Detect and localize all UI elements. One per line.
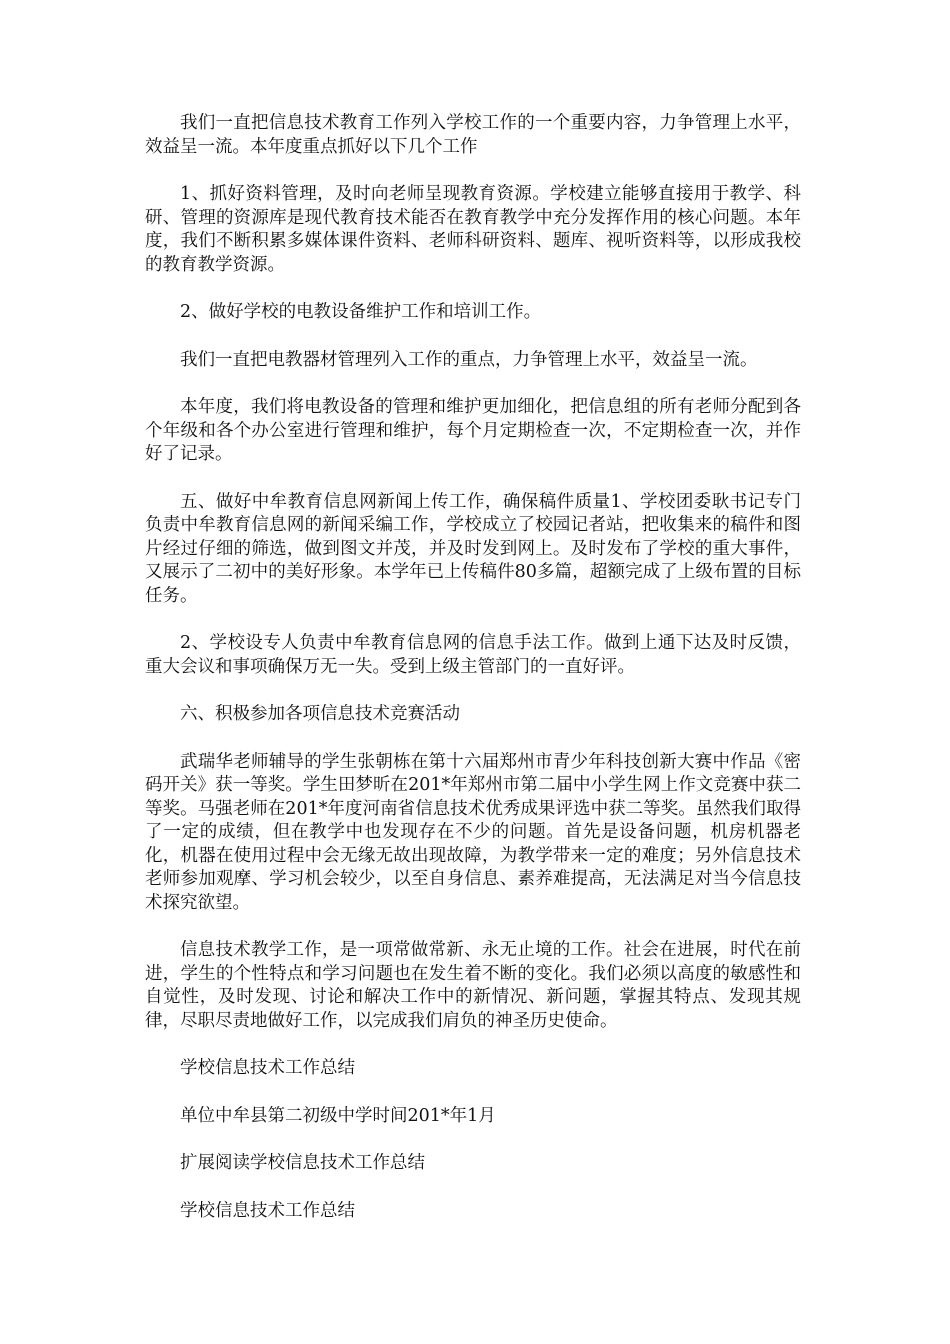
paragraph-resource-management: 1、抓好资料管理，及时向老师呈现教育资源。学校建立能够直接用于教学、科研、管理的资源库是现代教育技术能否在教育教学中充分发挥作用的核心问题。本年度，我们不断积累多媒体课件资料、老师科研资料、题库、视听资料等，以形成我校的教育教学资源。 <box>145 184 801 275</box>
paragraph-dedicated-staff: 2、学校设专人负责中牟教育信息网的信息手法工作。做到上通下达及时反馈，重大会议和事项确保万无一失。受到上级主管部门的一直好评。 <box>145 633 801 677</box>
paragraph-equipment-heading: 2、做好学校的电教设备维护工作和培训工作。 <box>180 302 542 322</box>
document-body <box>145 112 801 1247</box>
document-title: 学校信息技术工作总结 <box>180 1058 355 1078</box>
paragraph-equipment-priority: 我们一直把电教器材管理列入工作的重点，力争管理上水平，效益呈一流。 <box>180 349 758 370</box>
unit-and-date: 单位中牟县第二初级中学时间201*年1月 <box>180 1105 496 1126</box>
extended-reading-label: 扩展阅读学校信息技术工作总结 <box>180 1153 425 1173</box>
paragraph-equipment-maintenance: 本年度，我们将电教设备的管理和维护更加细化，把信息组的所有老师分配到各个年级和各个办公室进行管理和维护，每个月定期检查一次，不定期检查一次，并作好了记录。 <box>145 397 801 464</box>
paragraph-news-upload: 五、做好中牟教育信息网新闻上传工作，确保稿件质量1、学校团委耿书记专门负责中牟教育信息网的新闻采编工作，学校成立了校园记者站，把收集来的稿件和图片经过仔细的筛选，做到图文并茂，并及时发到网上。及时发布了学校的重大事件，又展示了二初中的美好形象。本学年已上传稿件80多篇，超额完成了上级布置的目标任务。 <box>145 491 801 606</box>
paragraph-conclusion: 信息技术教学工作，是一项常做常新、永无止境的工作。社会在进展，时代在前进，学生的个性特点和学习问题也在发生着不断的变化。我们必须以高度的敏感性和自觉性，及时发现、讨论和解决工作中的新情况、新问题，掌握其特点、发现其规律，尽职尽责地做好工作，以完成我们肩负的神圣历史使命。 <box>145 940 801 1031</box>
paragraph-awards-and-problems: 武瑞华老师辅导的学生张朝栋在第十六届郑州市青少年科技创新大赛中作品《密码开关》获一等奖。学生田梦昕在201*年郑州市第二届中小学生网上作文竞赛中获二等奖。马强老师在201*年度河南省信息技术优秀成果评选中获二等奖。虽然我们取得了一定的成绩，但在教学中也发现存在不少的问题。首先是设备问题，机房机器老化，机器在使用过程中会无缘无故出现故障，为教学带来一定的难度；另外信息技术老师参加观摩、学习机会较少，以至自身信息、素养难提高，无法满足对当今信息技术探究欲望。 <box>145 751 801 913</box>
paragraph-competition-heading: 六、积极参加各项信息技术竞赛活动 <box>180 704 460 724</box>
paragraph-intro: 我们一直把信息技术教育工作列入学校工作的一个重要内容，力争管理上水平，效益呈一流。本年度重点抓好以下几个工作 <box>145 113 801 157</box>
document-title-repeat: 学校信息技术工作总结 <box>180 1200 355 1221</box>
